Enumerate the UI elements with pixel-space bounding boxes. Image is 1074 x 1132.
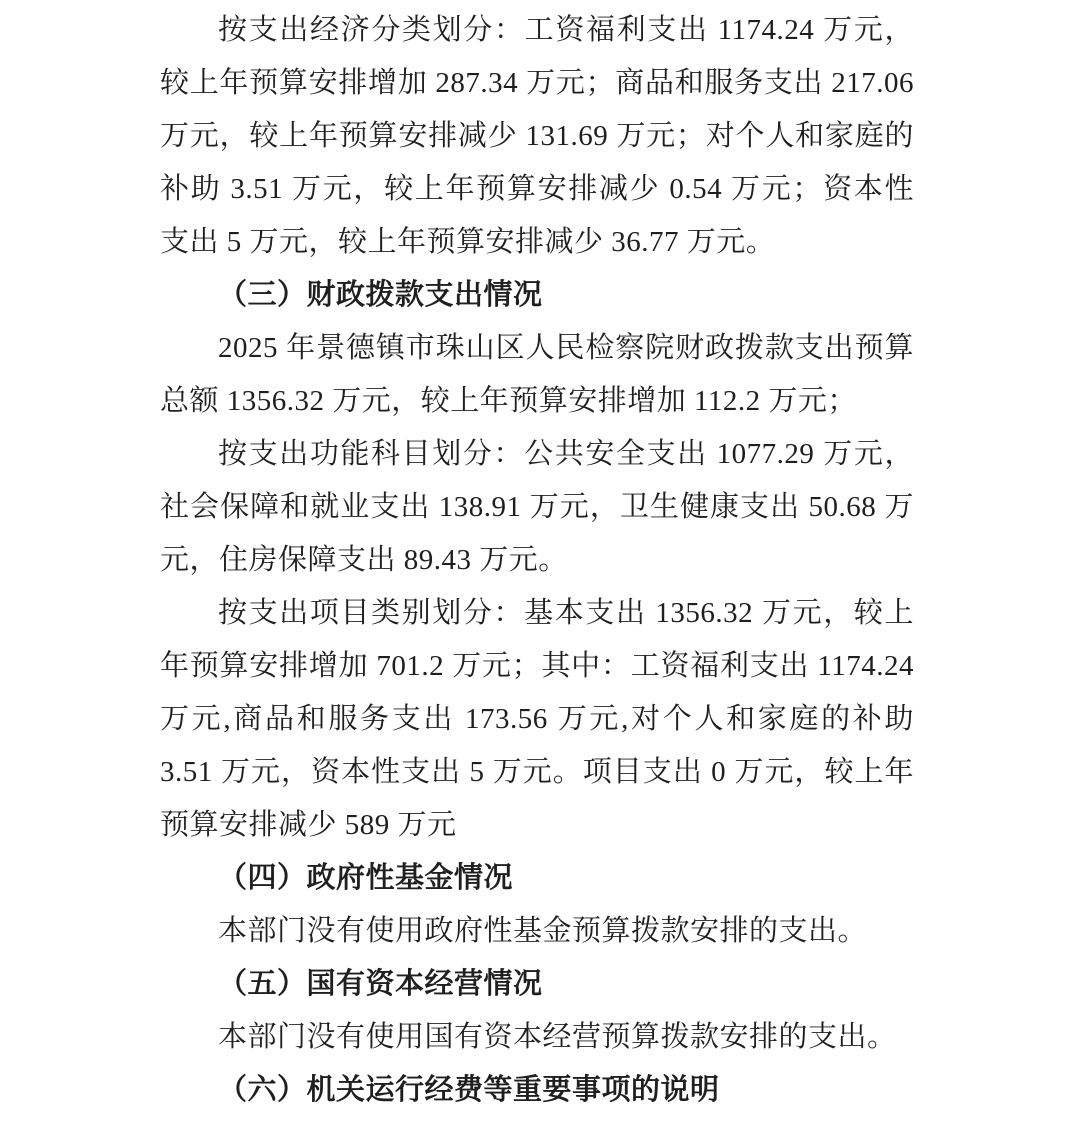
- heading-section-five-state-owned-capital-operation: （五）国有资本经营情况: [218, 968, 543, 1000]
- paragraph-expenditure-by-project-category: 按支出项目类别划分：基本支出 1356.32 万元，较上年预算安排增加 701.2 万元；其中：工资福利支出 1174.24 万元,商品和服务支出 173.56 万元,对个人和家庭的补助 3.51 万元，资本性支出 5 万元。项目支出 0 万元，较上年预算安排减少 589 万元: [160, 597, 914, 841]
- paragraph-state-owned-capital-statement: 本部门没有使用国有资本经营预算拨款安排的支出。: [218, 1021, 897, 1053]
- heading-section-four-government-funds: （四）政府性基金情况: [218, 862, 514, 894]
- paragraph-government-funds-statement: 本部门没有使用政府性基金预算拨款安排的支出。: [218, 915, 868, 947]
- heading-section-six-operating-expenses-explanation: （六）机关运行经费等重要事项的说明: [218, 1074, 720, 1106]
- paragraph-expenditure-by-economic-classification: 按支出经济分类划分：工资福利支出 1174.24 万元，较上年预算安排增加 287.34 万元；商品和服务支出 217.06 万元，较上年预算安排减少 131.69 万元；对个人和家庭的补助 3.51 万元，较上年预算安排减少 0.54 万元；资本性支出 5 万元，较上年预算安排减少 36.77 万元。: [160, 14, 914, 258]
- heading-section-three-fiscal-appropriation-expenditure: （三）财政拨款支出情况: [218, 279, 543, 311]
- paragraph-expenditure-by-function: 按支出功能科目划分：公共安全支出 1077.29 万元，社会保障和就业支出 138.91 万元，卫生健康支出 50.68 万元，住房保障支出 89.43 万元。: [160, 438, 914, 576]
- paragraph-2025-fiscal-appropriation-expenditure-total: 2025 年景德镇市珠山区人民检察院财政拨款支出预算总额 1356.32 万元，较上年预算安排增加 112.2 万元；: [160, 332, 914, 417]
- document-body: [160, 4, 914, 1117]
